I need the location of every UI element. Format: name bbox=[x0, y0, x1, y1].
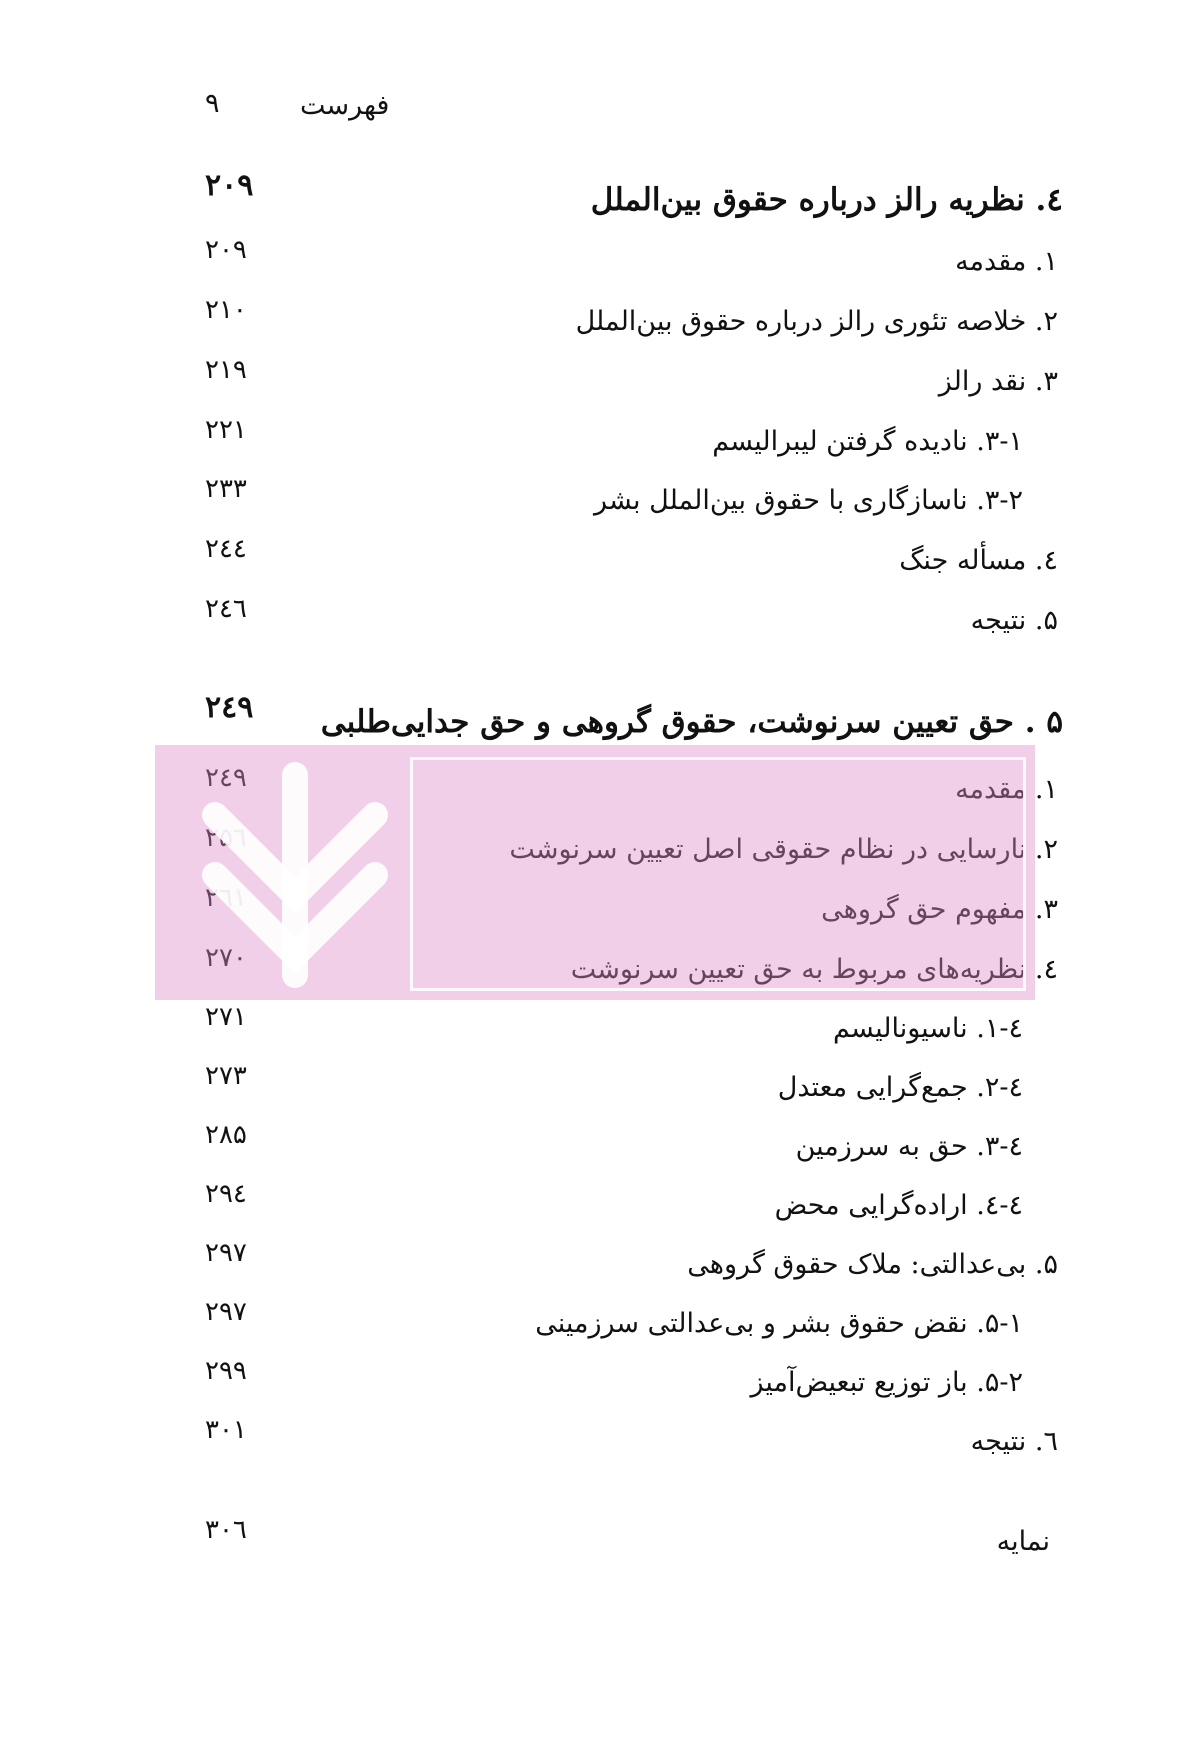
toc-entry-page: ۲٤۹ bbox=[205, 690, 254, 725]
toc-entry-page: ۲۹٤ bbox=[205, 1179, 247, 1209]
toc-entry-page: ۲۲۱ bbox=[205, 415, 247, 445]
toc-entry[interactable] bbox=[0, 235, 1178, 292]
toc-entry-title: ۵-۱. نقض حقوق بشر و بی‌عدالتی سرزمینی bbox=[535, 1308, 1023, 1339]
toc-entry-title: ۳-۲. ناسازگاری با حقوق بین‌الملل بشر bbox=[594, 485, 1023, 516]
toc-entry-title: ۵ . حق تعیین سرنوشت، حقوق گروهی و حق جدایی‌طلبی bbox=[320, 704, 1063, 740]
toc-entry-page: ۲۷۳ bbox=[205, 1061, 247, 1091]
toc-entry[interactable] bbox=[0, 883, 1178, 940]
toc-subentry[interactable] bbox=[0, 1179, 1178, 1236]
toc-entry-title: ٤-۲. جمع‌گرایی معتدل bbox=[777, 1072, 1023, 1103]
toc-entry-title: ۵. نتیجه bbox=[970, 605, 1058, 636]
toc-entry-title: ٤. مسأله جنگ bbox=[899, 545, 1058, 576]
toc-entry-title: ٦. نتیجه bbox=[970, 1426, 1058, 1457]
toc-subentry[interactable] bbox=[0, 1061, 1178, 1118]
toc-subentry[interactable] bbox=[0, 1297, 1178, 1354]
toc-index-entry[interactable] bbox=[0, 1515, 1178, 1572]
toc-entry-page: ۲۰۹ bbox=[205, 235, 247, 265]
toc-entry[interactable] bbox=[0, 1415, 1178, 1472]
toc-entry-title: ٤. نظریه رالز درباره حقوق بین‌الملل bbox=[590, 182, 1063, 218]
toc-subentry[interactable] bbox=[0, 1356, 1178, 1413]
toc-entry-page: ۲۹۷ bbox=[205, 1297, 247, 1327]
toc-entry-title: ۳-۱. نادیده گرفتن لیبرالیسم bbox=[712, 426, 1023, 457]
toc-entry-page: ۲٤٤ bbox=[205, 534, 247, 564]
toc-subentry[interactable] bbox=[0, 474, 1178, 531]
page-number: ۹ bbox=[205, 88, 220, 119]
toc-entry[interactable] bbox=[0, 1238, 1178, 1295]
toc-entry-title: ۲. نارسایی در نظام حقوقی اصل تعیین سرنوشت bbox=[509, 834, 1058, 865]
toc-entry-page: ۲۵٦ bbox=[205, 823, 247, 853]
toc-entry-title: ۵-۲. باز توزیع تبعیض‌آمیز bbox=[750, 1367, 1023, 1398]
toc-entry-page: ۳۰٦ bbox=[205, 1515, 247, 1545]
toc-chapter[interactable] bbox=[0, 168, 1178, 230]
toc-entry-page: ۲۸۵ bbox=[205, 1120, 247, 1150]
toc-entry-page: ۲٤۹ bbox=[205, 763, 247, 793]
toc-entry-page: ۲۹۷ bbox=[205, 1238, 247, 1268]
toc-entry-page: ۲۰۹ bbox=[205, 168, 254, 203]
toc-entry-title: ۱. مقدمه bbox=[955, 774, 1058, 805]
toc-entry-page: ۲۹۹ bbox=[205, 1356, 247, 1386]
toc-entry-page: ۲۷۰ bbox=[205, 943, 247, 973]
toc-entry[interactable] bbox=[0, 763, 1178, 820]
toc-entry-page: ۲٤٦ bbox=[205, 594, 247, 624]
running-title: فهرست bbox=[300, 90, 390, 121]
toc-subentry[interactable] bbox=[0, 415, 1178, 472]
toc-entry-page: ۲۳۳ bbox=[205, 474, 247, 504]
toc-entry-page: ۳۰۱ bbox=[205, 1415, 247, 1445]
toc-entry-title: ۲. خلاصه تئوری رالز درباره حقوق بین‌الملل bbox=[575, 306, 1058, 337]
toc-entry-title: نمایه bbox=[996, 1526, 1050, 1557]
toc-entry[interactable] bbox=[0, 355, 1178, 412]
toc-entry-title: ٤-۳. حق به سرزمین bbox=[795, 1131, 1023, 1162]
toc-entry-page: ۲۷۱ bbox=[205, 1002, 247, 1032]
toc-subentry[interactable] bbox=[0, 1002, 1178, 1059]
toc-entry-page: ۲٦۱ bbox=[205, 883, 247, 913]
toc-entry[interactable] bbox=[0, 823, 1178, 880]
toc-entry[interactable] bbox=[0, 943, 1178, 1000]
toc-subentry[interactable] bbox=[0, 1120, 1178, 1177]
toc-entry[interactable] bbox=[0, 594, 1178, 651]
toc-entry-page: ۲۱۰ bbox=[205, 295, 247, 325]
toc-entry-title: ۱. مقدمه bbox=[955, 246, 1058, 277]
toc-entry-title: ۳. مفهوم حق گروهی bbox=[821, 894, 1058, 925]
toc-entry-title: ٤-۱. ناسیونالیسم bbox=[833, 1013, 1023, 1044]
toc-entry-title: ٤. نظریه‌های مربوط به حق تعیین سرنوشت bbox=[570, 954, 1058, 985]
toc-entry-title: ۳. نقد رالز bbox=[938, 366, 1058, 397]
toc-entry-title: ٤-٤. اراده‌گرایی محض bbox=[774, 1190, 1023, 1221]
toc-entry[interactable] bbox=[0, 295, 1178, 352]
toc-entry-title: ۵. بی‌عدالتی: ملاک حقوق گروهی bbox=[687, 1249, 1058, 1280]
toc-entry[interactable] bbox=[0, 534, 1178, 591]
toc-entry-page: ۲۱۹ bbox=[205, 355, 247, 385]
toc-chapter[interactable] bbox=[0, 690, 1178, 752]
